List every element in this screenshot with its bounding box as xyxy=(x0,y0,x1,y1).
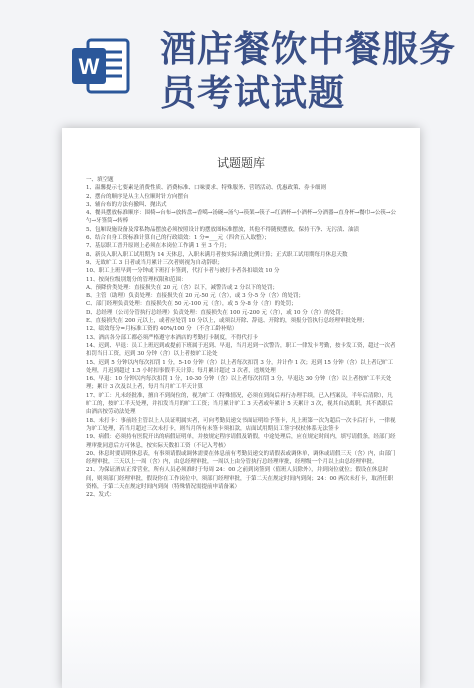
document-line: 9、无故旷工 3 日者或当月累计三次者则视为自动辞职； xyxy=(86,259,223,266)
document-line: 1、温馨提示七要素是消费性质、消费标准、口味要求、特殊服务、营销活动、优惠政策、券卡细则 xyxy=(86,185,327,192)
word-icon-letter: W xyxy=(78,54,100,79)
document-line: A、预降价类处理：直接损失在 20 元（含）以下，减警告或 2 分以下的处罚； xyxy=(86,284,278,291)
document-line: 15、迟到 5 分钟以内每次扣罚 1 分，5-10 分钟（含）以上者每次扣罚 3 分，并计作 1 次；迟到 15 分钟（含）以上者记旷工处理，月迟到超过 1.5 小时扣事假半天计算；每月累计超过 3 次者，违规处理 xyxy=(86,359,394,374)
document-page xyxy=(62,128,420,688)
document-line: 7、基层职工晋升原则上必须在本岗位工作满 1 至 3 个月； xyxy=(86,243,230,250)
page-title xyxy=(160,28,460,116)
document-line: D、总经理（公司分管执行总经理）负责处理：直接损失在 100 元-200 元（含），或 10 分（含）的处罚； xyxy=(86,309,347,316)
document-line: 5、包厢设施设备及常私物品摆放必须按照设计的摆放图标准摆放，其他不得随便摆放，保持干净、无污渍、油渍 xyxy=(86,226,360,233)
document-line: 21、为保证酒店正常营业，所有人员必须准时于每周 24：00 之前到岗签到（值班人员除外），并到岗位就位；假设在休息时间，则须部门经理审批，假设你在工作岗位中，须部门经理审批，于第二天在规定时间内到岗；24：00 两次未打卡，取消任职资格，于第二天在规定时间内到岗（特殊情况需提前申请备案） xyxy=(86,467,394,490)
document-line: 6、结合自身工资标准计算自己的行政绩效：1 分=___元（四舍五入取整）； xyxy=(86,235,270,242)
document-line: C、部门经理负责处理：直接损失在 50 元-100 元（含），或 5 分-8 分（含）的处罚； xyxy=(86,301,297,308)
title-line-2: 员考试试题 xyxy=(160,73,346,114)
title-line-1: 酒店餐饮中餐服务 xyxy=(160,29,457,70)
document-line: 14、迟到、早退：员工上班迟到或提前下班属于迟到、早退，当月迟到一次警告，职工一律发卡考勤，按卡发工资，超过一次者扣罚当日工资，迟到 30 分钟（含）以上者按旷工论处 xyxy=(86,342,396,358)
document-line: 13、酒店各分部工都必须严格遵守本酒店的考勤打卡制度，不得代打卡 xyxy=(86,334,259,341)
document-line: 17、旷工：凡未经批准，擅自不到岗位的，视为旷工（特殊情况，必须在到岗后再行办理手续，已入档案员，半年后清除），凡旷工的，按旷工半天处理，并扣发当月的旷工工资；当月累计旷工 3 天者或年累计 5 天累计 3 次，视其自动离职，其不离职后由酒店按劳动法处理 xyxy=(86,392,393,416)
document-line: 10、职工上班早到一分钟或下班打卡签到，代打卡者与被打卡者各扣绩效 10 分 xyxy=(86,268,280,275)
document-title: 试题题库 xyxy=(216,156,265,170)
document-line: 22、发式： xyxy=(86,492,115,499)
document-line: 18、未打卡：事前经主管以上人员证明属实者，可向考勤员递交书面证明给予签卡，凡上班第一次为超后一次卡后打卡，一律视为旷工处理，若当月超过三次未打卡，则当月所有未签卡须扣款，店面试用期员工签字权杖体系无法签卡 xyxy=(86,417,396,432)
document-line: 3、辅台布的方法有撤叫、抛出式 xyxy=(86,201,167,208)
document-line: 2、摆台的顺序是从主人位顺时针方向摆台 xyxy=(86,193,189,200)
header xyxy=(0,0,474,120)
document-body xyxy=(86,176,398,500)
document-line: 20、体息时要请明休息表，有事须请假或调休需要在体息前有考勤员递交的请假表或调休单，调休或请假三天（含）内，由部门经理审批，三天以上一周（含）内，由总经理审批，一周以上由分管执行总经理审批，经理级一个月以上由总经理审批。 xyxy=(86,450,396,466)
document-line: 4、餐具摆放标准顺序：围椅→台布→放转盘→香噶→汤碗→汤勺→筷架→筷子→红酒杯→小酒杯→分酒器→直身杯→餐巾→公筷→公勺→牙签筒→转棒 xyxy=(86,210,397,225)
document-line: 16、早退：10 分钟以内每次扣罚 1 分，10-30 分钟（含）以上者每次扣罚 3 分，早退达 30 分钟（含）以上者按旷工半天处理；累计 3 次及以上者，每月当月旷工半天计算 xyxy=(86,376,392,391)
document-line: 8、新员入职入职工试用期为 14 天体息，入职未满月者按实际出勤比例计算；正式职工试用期每月休息天数 xyxy=(86,251,348,258)
document-line: 12、绩效每分=月标准工资的 40%/100 分 （不含工龄补贴） xyxy=(86,326,238,333)
word-document-icon xyxy=(70,34,134,98)
document-line: 19、病假：必须持有医院开出的病假证明单，并按规定程序请假及销假，中途处理后，应在规定时间内，填写请假条，经部门经理审批同意后方可休息，按实际天数扣工资（不记入考核） xyxy=(86,434,396,449)
document-line: 11、按岗位级别划分的管理权限和范围： xyxy=(86,276,187,283)
document-line: B、主管（助理）负责处理：直接损失在 20 元-50 元（含），或 3 分-5 分（含）的处罚； xyxy=(86,293,304,300)
document-line: 一、填空题 xyxy=(86,177,114,183)
document-line: E、直接损失在 200 元以上，或者应处罚 10 分以上，或须以开除、辞退、开除的，须报分管执行总经理审批处理； xyxy=(86,318,368,325)
